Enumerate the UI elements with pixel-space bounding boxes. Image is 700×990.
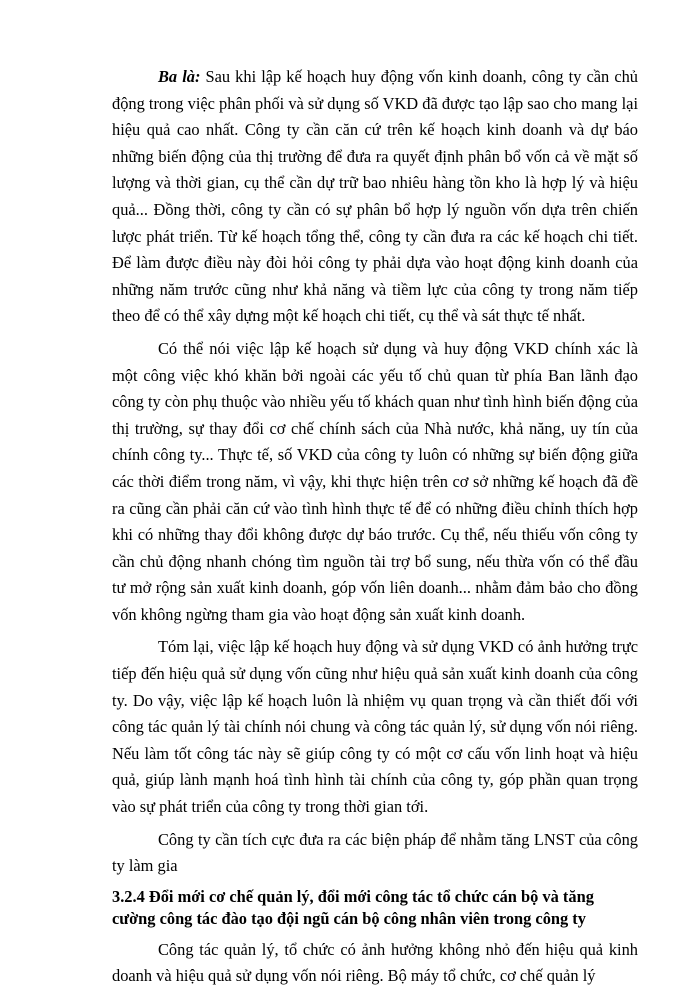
paragraph-lead: Ba là: (158, 67, 201, 86)
paragraph-lnst: Công ty cần tích cực đưa ra các biện pháp để nhằm tăng LNST của công ty làm gia (112, 829, 638, 876)
section-heading: 3.2.4 Đổi mới cơ chế quản lý, đổi mới công tác tổ chức cán bộ và tăng cường công tác đào tạo đội ngũ cán bộ công nhân viên trong công ty (112, 886, 594, 929)
paragraph-ba-la (112, 64, 638, 330)
paragraph-tom-lai: Tóm lại, việc lập kế hoạch huy động và sử dụng VKD có ảnh hưởng trực tiếp đến hiệu quả sử dụng vốn cũng như hiệu quả sản xuất kinh doanh của công ty. Do vậy, việc lập kế hoạch luôn là nhiệm vụ quan trọng và cần thiết đối với công tác quản lý tài chính nói chung và công tác quản lý, sử dụng vốn nói riêng. Nếu làm tốt công tác này sẽ giúp công ty có một cơ cấu vốn linh hoạt và hiệu quả, giúp lành mạnh hoá tình hình tài chính của công ty, góp phần quan trọng vào sự phát triển của công ty trong thời gian tới. (112, 637, 638, 817)
paragraph-text: Sau khi lập kế hoạch huy động vốn kinh doanh, công ty cần chủ động trong việc phân phối và sử dụng số VKD đã được tạo lập sao cho mang lại hiệu quả cao nhất. Công ty cần căn cứ trên kế hoạch kinh doanh và dự báo những biến động của thị trường để đưa ra quyết định phân bổ vốn cả về mặt số lượng và thời gian, cụ thể cần dự trữ bao nhiêu hàng tồn kho là hợp lý và hiệu quả... Đồng thời, công ty cần có sự phân bổ hợp lý nguồn vốn dựa trên chiến lược phát triển. Từ kế hoạch tổng thể, công ty cần đưa ra các kế hoạch chi tiết. Để làm được điều này đòi hỏi công ty phải dựa vào hoạt động kinh doanh của những năm trước cũng như khả năng và tiềm lực của công ty trong năm tiếp theo để có thể xây dựng một kế hoạch chi tiết, cụ thể và sát thực tế nhất. (112, 67, 638, 326)
paragraph-closing: Công tác quản lý, tổ chức có ảnh hưởng không nhỏ đến hiệu quả kinh doanh và hiệu quả sử dụng vốn nói riêng. Bộ máy tổ chức, cơ chế quản lý (112, 939, 638, 986)
paragraph-ke-hoach: Có thể nói việc lập kế hoạch sử dụng và huy động VKD chính xác là một công việc khó khăn bởi ngoài các yếu tố chủ quan từ phía Ban lãnh đạo công ty còn phụ thuộc vào nhiều yếu tố khách quan như tình hình biến động của thị trường, sự thay đổi cơ chế chính sách của Nhà nước, khả năng, uy tín của chính công ty... Thực tế, số VKD của công ty luôn có những sự biến động giữa các thời điểm trong năm, vì vậy, khi thực hiện trên cơ sở những kế hoạch đã đề ra cũng cần phải căn cứ vào tình hình thực tế để có những điều chỉnh thích hợp khi có những thay đổi không được dự báo trước. Cụ thể, nếu thiếu vốn công ty cần chủ động nhanh chóng tìm nguồn tài trợ bổ sung, nếu thừa vốn có thể đầu tư mở rộng sản xuất kinh doanh, góp vốn liên doanh... nhằm đảm bảo cho đồng vốn không ngừng tham gia vào hoạt động sản xuất kinh doanh. (112, 338, 638, 624)
